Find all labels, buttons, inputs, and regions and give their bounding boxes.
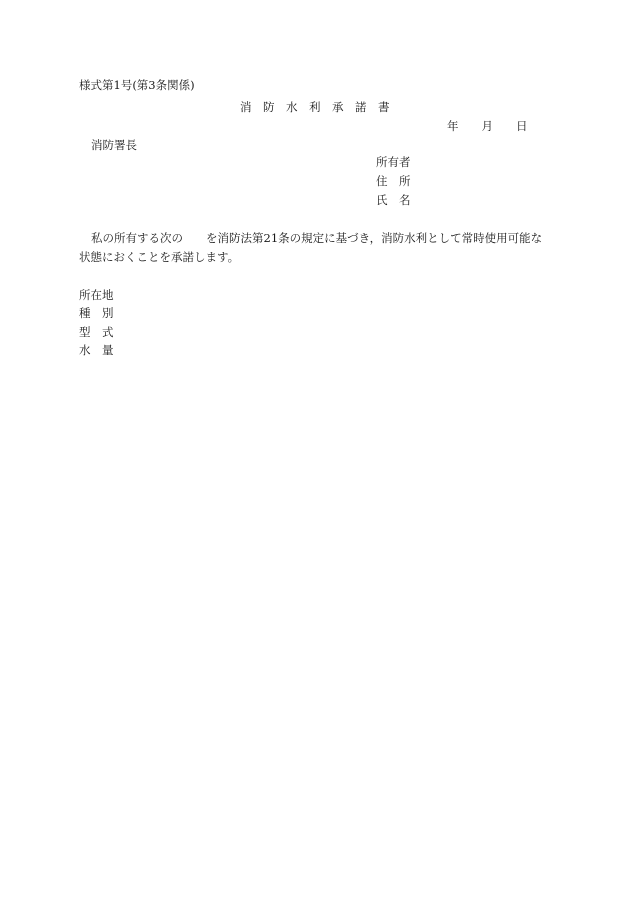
owner-name-label: 氏 名 [376,193,411,207]
field-location-label: 所在地 [79,288,114,302]
field-type-label: 種 別 [79,306,114,320]
owner-address-label: 住 所 [376,174,411,188]
field-volume-label: 水 量 [79,343,114,357]
owner-label: 所有者 [376,155,411,169]
field-model-label: 型 式 [79,325,114,339]
form-number: 様式第1号(第3条関係) [79,78,195,92]
body-text-line-1: 私の所有する次の を消防法第21条の規定に基づき，消防水利として常時使用可能な [91,231,543,245]
date-line: 年 月 日 [447,119,528,133]
addressee: 消防署長 [91,138,137,152]
body-text-line-2: 状態におくことを承諾します。 [79,250,240,264]
document-title: 消 防 水 利 承 諾 書 [240,100,390,114]
